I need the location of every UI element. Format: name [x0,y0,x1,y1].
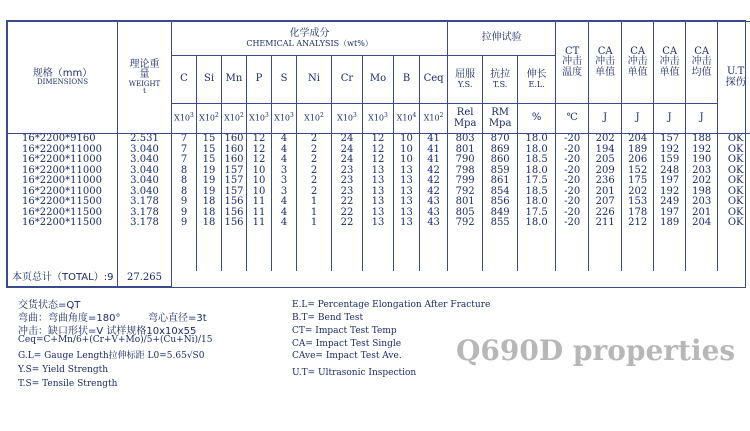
cell-mn: 156 [224,196,244,207]
cell-ut: OK [727,175,744,186]
cell-s: 4 [280,196,288,207]
cell-ct: -20 [564,217,581,228]
cell-cave: 188 [692,133,712,144]
element-cr: Cr [332,56,363,104]
cell-cr: 23 [340,175,354,186]
cell-ca1: 205 [595,154,615,165]
cell-ct: -20 [564,164,581,176]
cell-weight: 3.040 [130,175,159,186]
ca1-unit: J [589,104,622,134]
cell-ca3: 197 [660,175,680,186]
cell-b: 13 [400,175,413,186]
cell-mn: 160 [224,143,244,155]
cell-b: 13 [400,164,413,176]
ni-column [297,134,332,271]
cell-ut: OK [727,143,744,155]
cell-p: 12 [252,154,266,165]
cell-ct: -20 [564,196,581,207]
cell-ys: 792 [455,185,475,197]
cell-ut: OK [727,164,744,176]
cell-ca2: 153 [628,196,648,207]
cell-ni: 2 [310,175,318,186]
cell-s: 3 [280,185,288,197]
cell-ni: 1 [310,196,318,207]
legend-delivery: 交货状态=QT [18,300,81,311]
cell-dim: 16*2200*11500 [22,217,102,228]
cell-mn: 156 [224,217,244,228]
cell-cave: 203 [692,196,712,207]
cell-b: 13 [400,217,413,228]
cell-p: 11 [252,217,266,228]
multiplier-s: $X10^3$ [272,104,297,134]
cell-cr: 22 [340,196,354,207]
cell-mo: 13 [371,185,385,197]
dim-column [8,134,118,271]
cell-ceq: 41 [427,143,440,155]
cell-ca3: 189 [660,217,680,228]
cell-ys: 799 [455,175,475,186]
cell-s: 4 [280,154,288,165]
element-ni: Ni [297,56,332,104]
cell-ys: 798 [455,164,475,176]
cell-cave: 201 [692,206,712,218]
ct-unit: ℃ [556,104,589,134]
cell-ys: 803 [455,133,475,144]
cell-ca1: 226 [595,206,615,218]
cell-cr: 24 [340,143,354,155]
cell-c: 7 [180,143,188,155]
cell-s: 4 [280,133,288,144]
multiplier-mo: $X10^3$ [363,104,394,134]
cell-c: 8 [180,175,188,186]
weight-column [118,134,172,271]
cell-ts: 870 [490,133,510,144]
legend-elongation: E.L= Percentage Elongation After Fracture [292,300,491,310]
cell-mo: 13 [371,175,385,186]
cell-el: 18.0 [525,164,548,176]
cell-c: 7 [180,154,188,165]
multiplier-c: $X10^3$ [172,104,197,134]
chemical-analysis-header: 化学成分 CHEMICAL ANALYSIS（wt%） [172,22,448,56]
ys-header: 屈服 Y.S. [448,56,483,104]
cell-ca1: 207 [595,196,615,207]
cell-ut: OK [727,133,744,144]
cell-mo: 13 [371,164,385,176]
cell-si: 15 [202,154,216,165]
multiplier-cr: $X10^3$ [332,104,363,134]
cell-mo: 12 [371,154,385,165]
cell-mo: 13 [371,217,385,228]
cell-ca2: 202 [628,185,648,197]
cell-b: 13 [400,196,413,207]
cell-cr: 23 [340,185,354,197]
properties-table [7,21,750,287]
cell-ys: 801 [455,143,475,155]
cell-c: 8 [180,185,188,197]
p-column [247,134,272,271]
cell-ts: 855 [490,217,510,228]
cell-cr: 24 [340,154,354,165]
cell-dim: 16*2200*11500 [22,206,102,218]
element-mn: Mn [222,56,247,104]
cell-si: 19 [202,164,216,176]
s-column [272,134,297,271]
cell-p: 12 [252,133,266,144]
table-row [8,134,750,271]
cell-ts: 860 [490,154,510,165]
cell-ut: OK [727,217,744,228]
legend-impact: 冲击：缺口形状=V 试样规格10x10x55 [18,326,197,337]
el-column [518,134,556,271]
cell-ct: -20 [564,185,581,197]
cell-ct: -20 [564,143,581,155]
cell-ceq: 41 [427,133,440,144]
cell-el: 18.0 [525,217,548,228]
cell-ni: 1 [310,217,318,228]
total-row [8,271,750,287]
cell-si: 15 [202,133,216,144]
cell-p: 12 [252,143,266,155]
ts-column [483,134,518,271]
cell-cave: 190 [692,154,712,165]
cell-weight: 3.178 [130,217,159,228]
cell-c: 9 [180,206,188,218]
cell-b: 13 [400,185,413,197]
cell-c: 7 [180,133,188,144]
cell-p: 10 [252,164,266,176]
cell-dim: 16*2200*11000 [22,154,102,165]
cell-p: 11 [252,206,266,218]
cell-ts: 869 [490,143,510,155]
cell-ca2: 152 [628,164,648,176]
cell-p: 10 [252,185,266,197]
cell-ca1: 236 [595,175,615,186]
cell-p: 11 [252,196,266,207]
cell-dim: 16*2200*11000 [22,164,102,176]
cell-ni: 2 [310,164,318,176]
cell-mn: 157 [224,175,244,186]
ca2-unit: J [622,104,654,134]
ut-header: U.T 探伤 [718,22,750,134]
c-column [172,134,197,271]
ca1-column [589,134,622,271]
cell-b: 10 [400,154,413,165]
ca-average-header: CA 冲击均值 [686,22,718,104]
cell-cave: 202 [692,175,712,186]
cell-ca2: 204 [628,133,648,144]
cell-ct: -20 [564,154,581,165]
cell-cr: 23 [340,164,354,176]
cell-cr: 24 [340,133,354,144]
cell-mn: 160 [224,133,244,144]
cell-c: 8 [180,164,188,176]
ca2-header: CA 冲击单值 [622,22,654,104]
legend-bend-test: B.T= Bend Test [292,313,364,323]
cell-mo: 12 [371,143,385,155]
legend-gauge-length: G.L= Gauge Length拉伸标距 L0=5.65√S0 [18,351,205,361]
cell-ceq: 42 [427,185,440,197]
ceq-column [420,134,448,271]
cell-b: 10 [400,143,413,155]
element-b: B [394,56,420,104]
element-mo: Mo [363,56,394,104]
cell-b: 13 [400,206,413,218]
cell-ct: -20 [564,133,581,144]
rm-unit: RM Mpa [483,104,518,134]
cell-ca3: 192 [660,185,680,197]
cell-ut: OK [727,206,744,218]
cell-cave: 204 [692,217,712,228]
ca3-header: CA 冲击单值 [654,22,686,104]
cell-ts: 859 [490,164,510,176]
cr-column [332,134,363,271]
mo-column [363,134,394,271]
cell-s: 4 [280,217,288,228]
cell-ni: 2 [310,185,318,197]
cell-dim: 16*2200*11000 [22,143,102,155]
ut-column [718,134,750,271]
ct-column [556,134,589,271]
cell-el: 18.0 [525,196,548,207]
legend-bend-angle: 弯曲：弯曲角度=180° [18,313,121,324]
cell-mo: 13 [371,196,385,207]
multiplier-ceq: $X10^2$ [420,104,448,134]
weight-header: 理论重量 WEIGHT t [118,22,172,134]
cell-cave: 203 [692,164,712,176]
tensile-test-header: 拉伸试验 [448,22,556,56]
watermark-title: Q690D properties [456,334,736,367]
cell-weight: 3.178 [130,196,159,207]
cell-weight: 2.531 [130,133,159,144]
rel-unit: Rel Mpa [448,104,483,134]
cell-ca2: 189 [628,143,648,155]
cell-ys: 801 [455,196,475,207]
mn-column [222,134,247,271]
cell-si: 18 [202,196,216,207]
cell-ys: 790 [455,154,475,165]
multiplier-ni: $X10^2$ [297,104,332,134]
cell-ca3: 157 [660,133,680,144]
cell-ut: OK [727,154,744,165]
cell-mn: 160 [224,154,244,165]
multiplier-si: $X10^2$ [197,104,222,134]
inspection-certificate [6,20,746,288]
cell-s: 3 [280,164,288,176]
cell-s: 4 [280,143,288,155]
legend-impact-single: CA= Impact Test Single [292,339,402,349]
cave-unit: J [686,104,718,134]
cell-weight: 3.040 [130,164,159,176]
ys-column [448,134,483,271]
cell-dim: 16*2200*11000 [22,175,102,186]
cell-dim: 16*2200*9160 [22,133,96,144]
cell-ca3: 159 [660,154,680,165]
dimensions-header: 规格（mm） DIMENSIONS [8,22,118,134]
element-c: C [172,56,197,104]
cell-ca2: 206 [628,154,648,165]
cell-ceq: 43 [427,206,440,218]
cell-weight: 3.040 [130,185,159,197]
cell-ts: 854 [490,185,510,197]
element-si: Si [197,56,222,104]
cell-ts: 861 [490,175,510,186]
cell-ut: OK [727,185,744,197]
cell-s: 3 [280,175,288,186]
cell-weight: 3.040 [130,143,159,155]
cell-ni: 1 [310,206,318,218]
cell-si: 15 [202,143,216,155]
cell-si: 19 [202,185,216,197]
cell-ca2: 212 [628,217,648,228]
si-column [197,134,222,271]
cell-ni: 2 [310,133,318,144]
cell-ca1: 209 [595,164,615,176]
cell-mn: 157 [224,185,244,197]
cell-el: 17.5 [525,206,548,218]
legend-impact-temp: CT= Impact Test Temp [292,326,397,336]
cell-ts: 856 [490,196,510,207]
legend-tensile-strength: T.S= Tensile Strength [18,379,118,389]
cell-weight: 3.040 [130,154,159,165]
cell-si: 18 [202,206,216,218]
cell-ut: OK [727,196,744,207]
cell-ca2: 178 [628,206,648,218]
cell-ca1: 201 [595,185,615,197]
cell-mn: 157 [224,164,244,176]
cell-ca2: 175 [628,175,648,186]
b-column [394,134,420,271]
cell-ca3: 249 [660,196,680,207]
element-s: S [272,56,297,104]
multiplier-p: $X10^3$ [247,104,272,134]
cell-ceq: 42 [427,164,440,176]
element-p: P [247,56,272,104]
ct-header: CT 冲击温度 [556,22,589,104]
cell-s: 4 [280,206,288,218]
cell-ca3: 248 [660,164,680,176]
cell-mn: 156 [224,206,244,218]
cell-el: 18.5 [525,154,548,165]
el-unit: % [518,104,556,134]
cell-si: 18 [202,217,216,228]
cell-ni: 2 [310,143,318,155]
total-label: 本页总计（TOTAL）:9 [8,271,118,287]
cell-cave: 198 [692,185,712,197]
ca1-header: CA 冲击单值 [589,22,622,104]
el-header: 伸长 E.L. [518,56,556,104]
ts-header: 抗拉 T.S. [483,56,518,104]
cell-dim: 16*2200*11000 [22,185,102,197]
cell-cr: 22 [340,206,354,218]
cell-c: 9 [180,196,188,207]
cell-ys: 805 [455,206,475,218]
cell-el: 18.0 [525,133,548,144]
cave-column [686,134,718,271]
legend-ceq: Ceq=C+Mn/6+(Cr+V+Mo)/5+(Cu+Ni)/15 [18,335,213,345]
cell-ct: -20 [564,206,581,218]
multiplier-b: $X10^4$ [394,104,420,134]
element-ceq: Ceq [420,56,448,104]
cell-el: 17.5 [525,175,548,186]
multiplier-mn: $X10^2$ [222,104,247,134]
cell-el: 18.5 [525,185,548,197]
cell-el: 18.0 [525,143,548,155]
total-weight: 27.265 [118,271,172,287]
cell-ys: 792 [455,217,475,228]
legend-bend-diameter: 弯心直径=3t [148,313,207,324]
cell-ct: -20 [564,175,581,186]
cell-ceq: 43 [427,217,440,228]
cell-ca3: 192 [660,143,680,155]
cell-ts: 849 [490,206,510,218]
cell-b: 10 [400,133,413,144]
legend-ultrasonic: U.T= Ultrasonic Inspection [292,368,417,378]
cell-dim: 16*2200*11500 [22,196,102,207]
cell-ca1: 194 [595,143,615,155]
cell-c: 9 [180,217,188,228]
cell-mo: 13 [371,206,385,218]
ca3-unit: J [654,104,686,134]
cell-ceq: 41 [427,154,440,165]
cell-cave: 192 [692,143,712,155]
legend-impact-average: CAve= Impact Test Ave. [292,351,402,361]
cell-ca1: 202 [595,133,615,144]
cell-mo: 12 [371,133,385,144]
cell-ca1: 211 [595,217,615,228]
cell-ceq: 43 [427,196,440,207]
cell-ceq: 42 [427,175,440,186]
cell-cr: 22 [340,217,354,228]
legend-yield-strength: Y.S= Yield Strength [18,365,109,375]
ca2-column [622,134,654,271]
cell-weight: 3.178 [130,206,159,218]
cell-si: 19 [202,175,216,186]
cell-ca3: 197 [660,206,680,218]
cell-p: 10 [252,175,266,186]
cell-ni: 2 [310,154,318,165]
ca3-column [654,134,686,271]
